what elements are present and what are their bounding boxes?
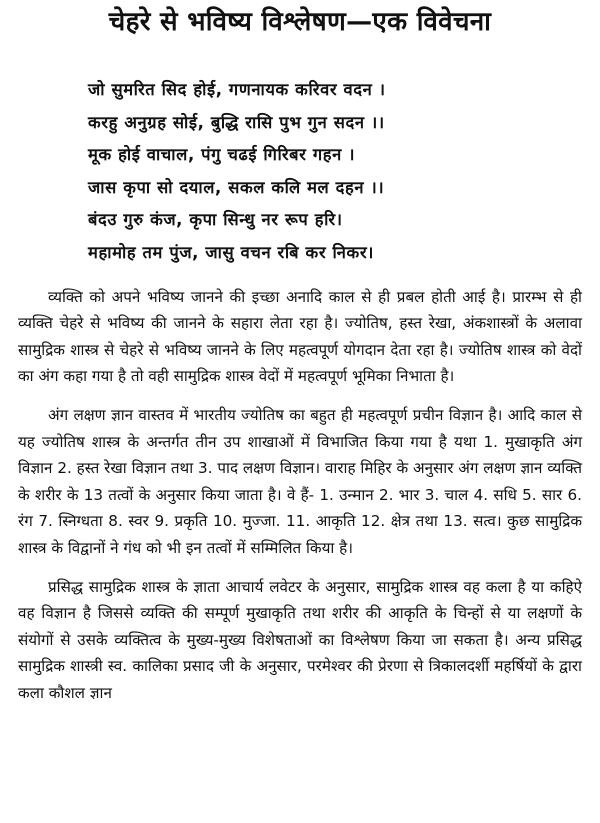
- paragraph-lavater: प्रसिद्ध सामुद्रिक शास्त्र के ज्ञाता आचार्य लवेटर के अनुसार, सामुद्रिक शास्त्र वह कला है या कहिऐ वह विज्ञान है जिससे व्यक्ति की सम्पूर्ण मुखाकृति तथा शरीर की आकृति के चिन्हों से या लक्षणों के संयोगों से उसके व्यक्तित्व के मुख्य-मुख्य विशेषताओं का विश्लेषण किया जा सकता है। अन्य प्रसिद्ध सामुद्रिक शास्त्री स्व. कालिका प्रसाद जी के अनुसार, परमेश्वर की प्रेरणा से त्रिकालदर्शी महर्षियों के द्वारा कला कौशल ज्ञान: [18, 577, 582, 702]
- paragraph-anga-lakshan: अंग लक्षण ज्ञान वास्तव में भारतीय ज्योतिष का बहुत ही महत्वपूर्ण प्रचीन विज्ञान है। आदि काल से यह ज्योतिष शास्त्र के अन्तर्गत तीन उप शाखाओं में विभाजित किया गया है यथा 1. मुखाकृति अंग विज्ञान 2. हस्त रेखा विज्ञान तथा 3. पाद लक्षण विज्ञान। वाराह मिहिर के अनुसार अंग लक्षण ज्ञान व्यक्ति के शरीर के 13 तत्वों के अनुसार किया जाता है। वे हैं- 1. उन्मान 2. भार 3. चाल 4. सधि 5. सार 6. रंग 7. स्निग्धता 8. स्वर 9. प्रकृति 10. मुज्जा. 11. आकृति 12. क्षेत्र तथा 13. सत्व। कुछ सामुद्रिक शास्त्र के विद्वानों ने गंध को भी इन तत्वों में सम्मिलित किया है।: [18, 405, 582, 557]
- verse-line: बंदउ गुरु कंज, कृपा सिन्धु नर रूप हरि।: [88, 210, 343, 230]
- verse-line: महामोह तम पुंज, जासु वचन रबि कर निकर।: [88, 242, 375, 262]
- verse-line: जो सुमरित सिद होई, गणनायक करिवर वदन ।: [88, 80, 386, 99]
- paragraph-intro: व्यक्ति को अपने भविष्य जानने की इच्छा अनादि काल से ही प्रबल होती आई है। प्रारम्भ से ही व्यक्ति चेहरे से भविष्य की जानने के सहारा लेता रहा है। ज्योतिष, हस्त रेखा, अंकशास्त्रों के अलावा सामुद्रिक शास्त्र से चेहरे से भविष्य जानने के लिए महत्वपूर्ण योगदान देता रहा है। ज्योतिष शास्त्र को वेदों का अंग कहा गया है तो वही सामुद्रिक शास्त्र वेदों में महत्वपूर्ण भूमिका निभाता है।: [18, 287, 582, 386]
- verse-line: करहु अनुग्रह सोई, बुद्धि रासि पुभ गुन सदन ।।: [88, 112, 385, 132]
- page-title: चेहरे से भविष्य विश्लेषण—एक विवेचना: [108, 7, 492, 37]
- verse-line: मूक होई वाचाल, पंगु चढई गिरिबर गहन ।: [88, 145, 356, 165]
- verse-line: जास कृपा सो दयाल, सकल कलि मल दहन ।।: [88, 177, 385, 197]
- verse-block: [18, 74, 582, 270]
